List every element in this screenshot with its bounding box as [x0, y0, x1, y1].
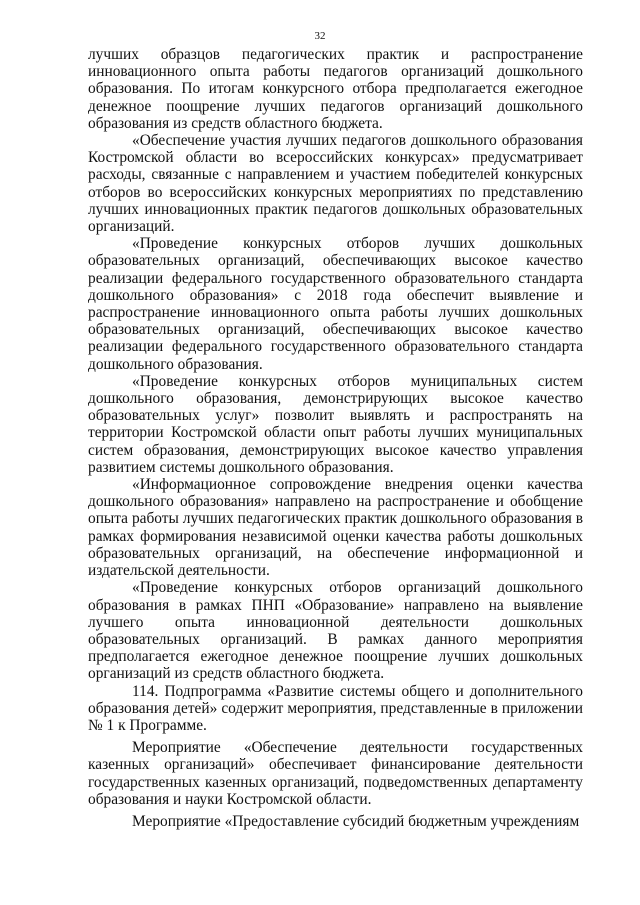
paragraph-information-support: «Информационное сопровождение внедрения оценки качества дошкольного образования» направлено на распространение и обобщение опыта работы лучших педагогических практик дошкольного образования в рамках формирования независимой оценки качества работы дошкольных образовательных организаций, на обеспечение информационной и издательской деятельности. — [88, 476, 583, 580]
page-number: 32 — [314, 30, 326, 42]
document-body — [88, 46, 583, 830]
paragraph-continuation: лучших образцов педагогических практик и распространение инновационного опыта работы педагогов организаций дошкольного образования. По итогам конкурсного отбора предполагается ежегодное денежное поощрение лучших педагогов организаций дошкольного образования из средств областного бюджета. — [88, 46, 583, 132]
paragraph-best-organizations: «Проведение конкурсных отборов лучших дошкольных образовательных организаций, обеспечивающих высокое качество реализации федерального государственного образовательного стандарта дошкольного образования» с 2018 года обеспечит выявление и распространение инновационного опыта работы лучших дошкольных образовательных организаций, обеспечивающих высокое качество реализации федерального государственного образовательного стандарта дошкольного образования. — [88, 235, 583, 373]
paragraph-state-organizations: Мероприятие «Обеспечение деятельности государственных казенных организаций» обеспечивает финансирование деятельности государственных казенных организаций, подведомственных департаменту образования и науки Костромской области. — [88, 739, 583, 808]
paragraph-municipal-systems: «Проведение конкурсных отборов муниципальных систем дошкольного образования, демонстрирующих высокое качество образовательных услуг» позволит выявлять и распространять на территории Костромской области опыт работы лучших муниципальных систем образования, демонстрирующих высокое качество управления развитием системы дошкольного образования. — [88, 372, 583, 476]
paragraph-participation: «Обеспечение участия лучших педагогов дошкольного образования Костромской области во всероссийских конкурсах» предусматривает расходы, связанные с направлением и участием победителей конкурсных отборов во всероссийских конкурсных мероприятиях по представлению лучших инновационных практик педагогов дошкольных образовательных организаций. — [88, 132, 583, 236]
paragraph-subprogram-114: 114. Подпрограмма «Развитие системы общего и дополнительного образования детей» содержит мероприятия, представленные в приложении № 1 к Программе. — [88, 682, 583, 734]
paragraph-pnp-education: «Проведение конкурсных отборов организаций дошкольного образования в рамках ПНП «Образование» направлено на выявление лучшего опыта инновационной деятельности дошкольных образовательных организаций. В рамках данного мероприятия предполагается ежегодное денежное поощрение лучших дошкольных организаций из средств областного бюджета. — [88, 579, 583, 683]
paragraph-subsidies: Мероприятие «Предоставление субсидий бюджетным учреждениям — [132, 812, 580, 830]
